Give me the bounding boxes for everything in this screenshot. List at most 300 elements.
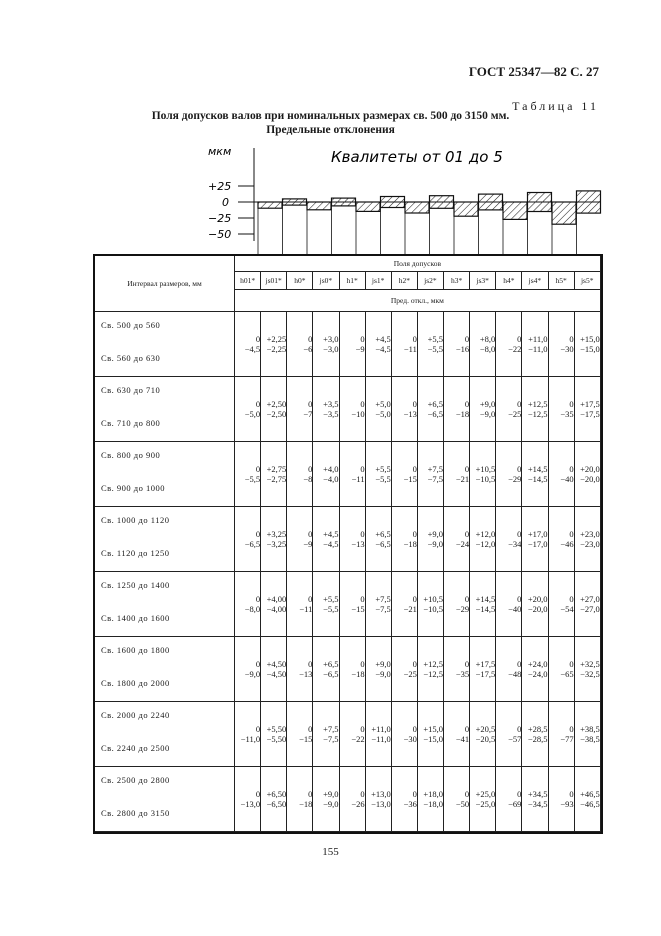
tolerance-zone-bar bbox=[430, 196, 454, 209]
lower-deviation: −26 bbox=[351, 799, 365, 809]
deviation-cell bbox=[287, 637, 313, 702]
lower-deviation: −57 bbox=[508, 734, 522, 744]
lower-deviation: −20,5 bbox=[475, 734, 496, 744]
deviation-cell bbox=[235, 377, 261, 442]
upper-deviation: 0 bbox=[308, 789, 313, 799]
upper-deviation: +6,5 bbox=[375, 529, 391, 539]
lower-deviation: −6,5 bbox=[323, 669, 339, 679]
deviation-cell bbox=[391, 702, 417, 767]
upper-deviation: +23,0 bbox=[580, 529, 600, 539]
lower-deviation: −93 bbox=[560, 799, 574, 809]
deviation-cell bbox=[235, 572, 261, 637]
lower-deviation: −34,5 bbox=[527, 799, 548, 809]
upper-deviation: 0 bbox=[569, 464, 574, 474]
interval-label: Св. 1600 до 1800 bbox=[101, 645, 170, 655]
table-row bbox=[95, 637, 601, 702]
deviation-cell bbox=[391, 572, 417, 637]
deviation-cell bbox=[444, 442, 470, 507]
deviation-cell bbox=[548, 507, 574, 572]
deviation-cell bbox=[365, 377, 391, 442]
interval-label: Св. 2800 до 3150 bbox=[101, 808, 170, 818]
upper-deviation: +12,0 bbox=[475, 529, 496, 539]
lower-deviation: −2,25 bbox=[266, 344, 287, 354]
upper-deviation: +9,0 bbox=[375, 659, 391, 669]
deviation-cell bbox=[417, 702, 443, 767]
lower-deviation: −46 bbox=[560, 539, 574, 549]
upper-deviation: 0 bbox=[517, 659, 522, 669]
deviation-cell bbox=[444, 637, 470, 702]
upper-deviation: +46,5 bbox=[580, 789, 600, 799]
lower-deviation: −40 bbox=[508, 604, 522, 614]
deviation-cell bbox=[391, 507, 417, 572]
upper-deviation: 0 bbox=[569, 334, 574, 344]
lower-deviation: −2,75 bbox=[266, 474, 287, 484]
lower-deviation: −11,0 bbox=[371, 734, 391, 744]
lower-deviation: −46,5 bbox=[580, 799, 600, 809]
deviation-cell bbox=[313, 572, 339, 637]
deviation-cell bbox=[522, 702, 548, 767]
fields-group-header: Поля допусков bbox=[235, 256, 601, 272]
deviation-cell bbox=[339, 767, 365, 832]
upper-deviation: +7,5 bbox=[375, 594, 391, 604]
upper-deviation: +5,0 bbox=[375, 399, 391, 409]
lower-deviation: −13 bbox=[351, 539, 365, 549]
deviation-cell bbox=[470, 377, 496, 442]
deviation-cell bbox=[548, 637, 574, 702]
upper-deviation: +3,5 bbox=[323, 399, 339, 409]
upper-deviation: +4,00 bbox=[266, 594, 287, 604]
interval-label: Св. 560 до 630 bbox=[101, 353, 161, 363]
upper-deviation: 0 bbox=[308, 594, 313, 604]
interval-cell bbox=[95, 442, 235, 507]
lower-deviation: −25,0 bbox=[475, 799, 496, 809]
lower-deviation: −22 bbox=[351, 734, 365, 744]
upper-deviation: 0 bbox=[308, 334, 313, 344]
deviation-cell bbox=[496, 637, 522, 702]
deviation-cell bbox=[574, 312, 600, 377]
tolerance-zone-bar bbox=[283, 199, 307, 205]
deviation-cell bbox=[548, 702, 574, 767]
field-header: js1* bbox=[365, 272, 391, 290]
deviation-cell bbox=[391, 442, 417, 507]
lower-deviation: −18 bbox=[455, 409, 470, 419]
upper-deviation: +5,5 bbox=[427, 334, 443, 344]
table-row bbox=[95, 312, 601, 377]
lower-deviation: −22 bbox=[508, 344, 522, 354]
upper-deviation: 0 bbox=[308, 659, 313, 669]
upper-deviation: 0 bbox=[412, 399, 417, 409]
field-header: h1* bbox=[339, 272, 365, 290]
deviation-cell bbox=[235, 637, 261, 702]
table-title: Поля допусков валов при номинальных размерах св. 500 до 3150 мм. bbox=[151, 110, 510, 122]
field-header: js2* bbox=[417, 272, 443, 290]
deviation-cell bbox=[417, 507, 443, 572]
table-row bbox=[95, 377, 601, 442]
deviation-cell bbox=[261, 767, 287, 832]
deviation-cell bbox=[365, 572, 391, 637]
upper-deviation: 0 bbox=[360, 659, 365, 669]
deviation-cell bbox=[444, 702, 470, 767]
interval-label: Св. 2000 до 2240 bbox=[101, 710, 170, 720]
tick-zero: 0 bbox=[222, 196, 229, 209]
lower-deviation: −4,5 bbox=[323, 539, 339, 549]
field-header: h4* bbox=[496, 272, 522, 290]
deviation-cell bbox=[496, 377, 522, 442]
deviation-cell bbox=[287, 377, 313, 442]
lower-deviation: −9 bbox=[303, 539, 313, 549]
upper-deviation: 0 bbox=[255, 659, 261, 669]
deviation-cell bbox=[287, 312, 313, 377]
upper-deviation: 0 bbox=[308, 399, 313, 409]
lower-deviation: −18 bbox=[403, 539, 417, 549]
lower-deviation: −14,5 bbox=[475, 604, 496, 614]
upper-deviation: 0 bbox=[517, 594, 522, 604]
upper-deviation: 0 bbox=[412, 659, 417, 669]
upper-deviation: 0 bbox=[464, 464, 470, 474]
upper-deviation: +7,5 bbox=[427, 464, 443, 474]
tolerance-zone-bar bbox=[405, 202, 429, 213]
deviation-cell bbox=[574, 507, 600, 572]
deviation-cell bbox=[496, 702, 522, 767]
lower-deviation: −9,0 bbox=[323, 799, 339, 809]
deviation-cell bbox=[261, 702, 287, 767]
deviation-cell bbox=[287, 702, 313, 767]
deviation-cell bbox=[339, 377, 365, 442]
deviation-cell bbox=[417, 442, 443, 507]
upper-deviation: 0 bbox=[360, 334, 365, 344]
deviation-cell bbox=[391, 767, 417, 832]
upper-deviation: 0 bbox=[308, 529, 313, 539]
field-header: h3* bbox=[444, 272, 470, 290]
deviation-cell bbox=[261, 312, 287, 377]
deviation-cell bbox=[365, 442, 391, 507]
upper-deviation: +9,0 bbox=[479, 399, 496, 409]
upper-deviation: 0 bbox=[360, 724, 365, 734]
deviation-cell bbox=[522, 442, 548, 507]
interval-cell bbox=[95, 572, 235, 637]
deviation-cell bbox=[444, 377, 470, 442]
deviation-cell bbox=[365, 312, 391, 377]
upper-deviation: +12,5 bbox=[423, 659, 443, 669]
tolerance-zone-bar bbox=[381, 197, 405, 208]
lower-deviation: −6,5 bbox=[244, 539, 261, 549]
interval-cell bbox=[95, 767, 235, 832]
deviation-cell bbox=[391, 377, 417, 442]
deviation-cell bbox=[470, 572, 496, 637]
interval-label: Св. 2240 до 2500 bbox=[101, 743, 170, 753]
deviation-cell bbox=[365, 637, 391, 702]
deviation-cell bbox=[313, 702, 339, 767]
lower-deviation: −8,0 bbox=[479, 344, 496, 354]
upper-deviation: +3,0 bbox=[323, 334, 339, 344]
lower-deviation: −15,0 bbox=[423, 734, 443, 744]
upper-deviation: 0 bbox=[412, 464, 417, 474]
lower-deviation: −4,00 bbox=[266, 604, 287, 614]
deviation-cell bbox=[261, 637, 287, 702]
lower-deviation: −18,0 bbox=[423, 799, 443, 809]
lower-deviation: −9,0 bbox=[375, 669, 391, 679]
upper-deviation: +2,25 bbox=[266, 334, 287, 344]
lower-deviation: −5,5 bbox=[427, 344, 443, 354]
lower-deviation: −11 bbox=[403, 344, 417, 354]
deviation-cell bbox=[287, 767, 313, 832]
tick-plus25: +25 bbox=[208, 180, 232, 193]
upper-deviation: +5,50 bbox=[266, 724, 287, 734]
lower-deviation: −11 bbox=[351, 474, 365, 484]
deviation-cell bbox=[574, 767, 600, 832]
lower-deviation: −17,0 bbox=[527, 539, 548, 549]
upper-deviation: +10,5 bbox=[475, 464, 496, 474]
upper-deviation: +14,5 bbox=[527, 464, 548, 474]
lower-deviation: −24 bbox=[455, 539, 470, 549]
deviation-cell bbox=[235, 702, 261, 767]
upper-deviation: 0 bbox=[464, 399, 470, 409]
tolerance-zone-bar bbox=[356, 202, 380, 211]
lower-deviation: −17,5 bbox=[580, 409, 600, 419]
lower-deviation: −11,0 bbox=[240, 734, 261, 744]
upper-deviation: 0 bbox=[255, 399, 261, 409]
lower-deviation: −8,0 bbox=[244, 604, 261, 614]
upper-deviation: 0 bbox=[360, 594, 365, 604]
upper-deviation: 0 bbox=[569, 724, 574, 734]
deviation-cell bbox=[313, 377, 339, 442]
lower-deviation: −6,50 bbox=[266, 799, 287, 809]
lower-deviation: −7 bbox=[303, 409, 313, 419]
lower-deviation: −23,0 bbox=[580, 539, 600, 549]
lower-deviation: −77 bbox=[560, 734, 574, 744]
lower-deviation: −6,5 bbox=[375, 539, 391, 549]
tolerance-zone-bar bbox=[577, 191, 601, 213]
lower-deviation: −7,5 bbox=[427, 474, 443, 484]
tolerance-zone-bar bbox=[503, 202, 527, 219]
lower-deviation: −27,0 bbox=[580, 604, 600, 614]
deviation-cell bbox=[574, 377, 600, 442]
lower-deviation: −35 bbox=[560, 409, 574, 419]
tolerance-zone-bar bbox=[307, 202, 331, 210]
deviation-cell bbox=[470, 442, 496, 507]
lower-deviation: −30 bbox=[403, 734, 417, 744]
upper-deviation: 0 bbox=[464, 724, 470, 734]
lower-deviation: −4,5 bbox=[375, 344, 391, 354]
upper-deviation: +25,0 bbox=[475, 789, 496, 799]
lower-deviation: −9,0 bbox=[244, 669, 261, 679]
upper-deviation: +17,0 bbox=[527, 529, 548, 539]
deviation-cell bbox=[339, 312, 365, 377]
deviation-cell bbox=[496, 442, 522, 507]
tolerance-diagram bbox=[196, 138, 606, 256]
field-header: h01* bbox=[235, 272, 261, 290]
deviation-cell bbox=[365, 702, 391, 767]
lower-deviation: −38,5 bbox=[580, 734, 600, 744]
lower-deviation: −5,5 bbox=[375, 474, 391, 484]
deviation-cell bbox=[574, 637, 600, 702]
lower-deviation: −65 bbox=[560, 669, 574, 679]
deviation-cell bbox=[339, 507, 365, 572]
upper-deviation: +15,0 bbox=[423, 724, 443, 734]
tolerance-zone-bar bbox=[258, 202, 282, 208]
interval-cell bbox=[95, 637, 235, 702]
deviation-cell bbox=[470, 312, 496, 377]
lower-deviation: −18 bbox=[351, 669, 365, 679]
upper-deviation: 0 bbox=[412, 529, 417, 539]
lower-deviation: −11 bbox=[299, 604, 313, 614]
lower-deviation: −11,0 bbox=[528, 344, 548, 354]
table-row bbox=[95, 442, 601, 507]
upper-deviation: +4,5 bbox=[323, 529, 339, 539]
upper-deviation: +9,0 bbox=[427, 529, 443, 539]
lower-deviation: −6 bbox=[303, 344, 313, 354]
upper-deviation: 0 bbox=[569, 594, 574, 604]
deviation-cell bbox=[391, 637, 417, 702]
interval-header: Интервал размеров, мм bbox=[95, 256, 235, 312]
lower-deviation: −24,0 bbox=[527, 669, 548, 679]
lower-deviation: −3,0 bbox=[323, 344, 339, 354]
lower-deviation: −15,0 bbox=[580, 344, 600, 354]
upper-deviation: +7,5 bbox=[323, 724, 339, 734]
table-row bbox=[95, 507, 601, 572]
deviation-cell bbox=[391, 312, 417, 377]
lower-deviation: −4,5 bbox=[244, 344, 261, 354]
upper-deviation: 0 bbox=[569, 529, 574, 539]
interval-label: Св. 710 до 800 bbox=[101, 418, 161, 428]
lower-deviation: −13 bbox=[403, 409, 417, 419]
lower-deviation: −5,5 bbox=[244, 474, 261, 484]
lower-deviation: −29 bbox=[508, 474, 522, 484]
lower-deviation: −20,0 bbox=[580, 474, 600, 484]
lower-deviation: −13,0 bbox=[240, 799, 261, 809]
field-header: js5* bbox=[574, 272, 600, 290]
lower-deviation: −4,50 bbox=[266, 669, 287, 679]
upper-deviation: 0 bbox=[360, 529, 365, 539]
deviation-cell bbox=[548, 377, 574, 442]
upper-deviation: +24,0 bbox=[527, 659, 548, 669]
lower-deviation: −8 bbox=[303, 474, 313, 484]
upper-deviation: 0 bbox=[412, 789, 417, 799]
lower-deviation: −50 bbox=[455, 799, 470, 809]
deviation-cell bbox=[417, 767, 443, 832]
deviation-cell bbox=[522, 312, 548, 377]
deviation-cell bbox=[496, 572, 522, 637]
upper-deviation: +2,50 bbox=[266, 399, 287, 409]
deviation-cell bbox=[235, 442, 261, 507]
deviation-cell bbox=[417, 637, 443, 702]
lower-deviation: −34 bbox=[508, 539, 522, 549]
lower-deviation: −21 bbox=[455, 474, 470, 484]
upper-deviation: +34,5 bbox=[527, 789, 548, 799]
upper-deviation: +10,5 bbox=[423, 594, 443, 604]
tolerance-zone-bar bbox=[332, 198, 356, 206]
interval-cell bbox=[95, 312, 235, 377]
lower-deviation: −48 bbox=[508, 669, 522, 679]
upper-deviation: +14,5 bbox=[475, 594, 496, 604]
deviation-cell bbox=[313, 637, 339, 702]
lower-deviation: −40 bbox=[560, 474, 574, 484]
upper-deviation: 0 bbox=[517, 464, 522, 474]
tolerance-zone-bar bbox=[454, 202, 478, 216]
lower-deviation: −54 bbox=[560, 604, 574, 614]
deviation-cell bbox=[496, 312, 522, 377]
interval-cell bbox=[95, 377, 235, 442]
table-row bbox=[95, 572, 601, 637]
upper-deviation: +11,0 bbox=[528, 334, 548, 344]
upper-deviation: 0 bbox=[517, 334, 522, 344]
upper-deviation: 0 bbox=[412, 594, 417, 604]
upper-deviation: 0 bbox=[360, 789, 365, 799]
diagram-caption: Квалитеты от 01 до 5 bbox=[331, 148, 503, 166]
lower-deviation: −12,0 bbox=[475, 539, 496, 549]
lower-deviation: −3,5 bbox=[323, 409, 339, 419]
upper-deviation: +6,50 bbox=[266, 789, 287, 799]
upper-deviation: +9,0 bbox=[323, 789, 339, 799]
lower-deviation: −12,5 bbox=[527, 409, 548, 419]
upper-deviation: 0 bbox=[308, 464, 313, 474]
upper-deviation: 0 bbox=[569, 789, 574, 799]
lower-deviation: −9 bbox=[355, 344, 365, 354]
lower-deviation: −10,5 bbox=[475, 474, 496, 484]
lower-deviation: −15 bbox=[351, 604, 365, 614]
lower-deviation: −5,0 bbox=[375, 409, 391, 419]
lower-deviation: −41 bbox=[455, 734, 470, 744]
upper-deviation: 0 bbox=[517, 724, 522, 734]
lower-deviation: −12,5 bbox=[423, 669, 443, 679]
lower-deviation: −20,0 bbox=[527, 604, 548, 614]
tolerance-zone-bar bbox=[479, 194, 503, 210]
upper-deviation: 0 bbox=[464, 789, 470, 799]
interval-label: Св. 1250 до 1400 bbox=[101, 580, 170, 590]
deviation-cell bbox=[313, 312, 339, 377]
lower-deviation: −15 bbox=[299, 734, 313, 744]
deviation-cell bbox=[522, 637, 548, 702]
upper-deviation: +6,5 bbox=[427, 399, 443, 409]
interval-label: Св. 1120 до 1250 bbox=[101, 548, 170, 558]
field-header: js0* bbox=[313, 272, 339, 290]
deviation-cell bbox=[287, 572, 313, 637]
interval-label: Св. 500 до 560 bbox=[101, 320, 161, 330]
lower-deviation: −15 bbox=[403, 474, 417, 484]
interval-label: Св. 1000 до 1120 bbox=[101, 515, 170, 525]
deviation-cell bbox=[235, 507, 261, 572]
upper-deviation: +20,0 bbox=[527, 594, 548, 604]
field-header: h2* bbox=[391, 272, 417, 290]
tolerance-table bbox=[94, 255, 601, 832]
lower-deviation: −7,5 bbox=[375, 604, 391, 614]
upper-deviation: +18,0 bbox=[423, 789, 443, 799]
field-header: js3* bbox=[470, 272, 496, 290]
deviation-cell bbox=[417, 572, 443, 637]
upper-deviation: 0 bbox=[412, 334, 417, 344]
lower-deviation: −29 bbox=[455, 604, 470, 614]
lower-deviation: −9,0 bbox=[427, 539, 443, 549]
upper-deviation: 0 bbox=[464, 334, 470, 344]
upper-deviation: +11,0 bbox=[371, 724, 391, 734]
lower-deviation: −16 bbox=[455, 344, 470, 354]
lower-deviation: −5,50 bbox=[266, 734, 287, 744]
upper-deviation: +5,5 bbox=[323, 594, 339, 604]
lower-deviation: −36 bbox=[403, 799, 417, 809]
lower-deviation: −17,5 bbox=[475, 669, 496, 679]
upper-deviation: 0 bbox=[255, 724, 261, 734]
lower-deviation: −35 bbox=[455, 669, 470, 679]
field-header: h5* bbox=[548, 272, 574, 290]
deviation-cell bbox=[522, 377, 548, 442]
upper-deviation: 0 bbox=[412, 724, 417, 734]
deviation-cell bbox=[444, 572, 470, 637]
lower-deviation: −5,0 bbox=[244, 409, 261, 419]
deviation-cell bbox=[470, 507, 496, 572]
deviation-cell bbox=[574, 702, 600, 767]
deviation-cell bbox=[339, 442, 365, 507]
lower-deviation: −2,50 bbox=[266, 409, 287, 419]
